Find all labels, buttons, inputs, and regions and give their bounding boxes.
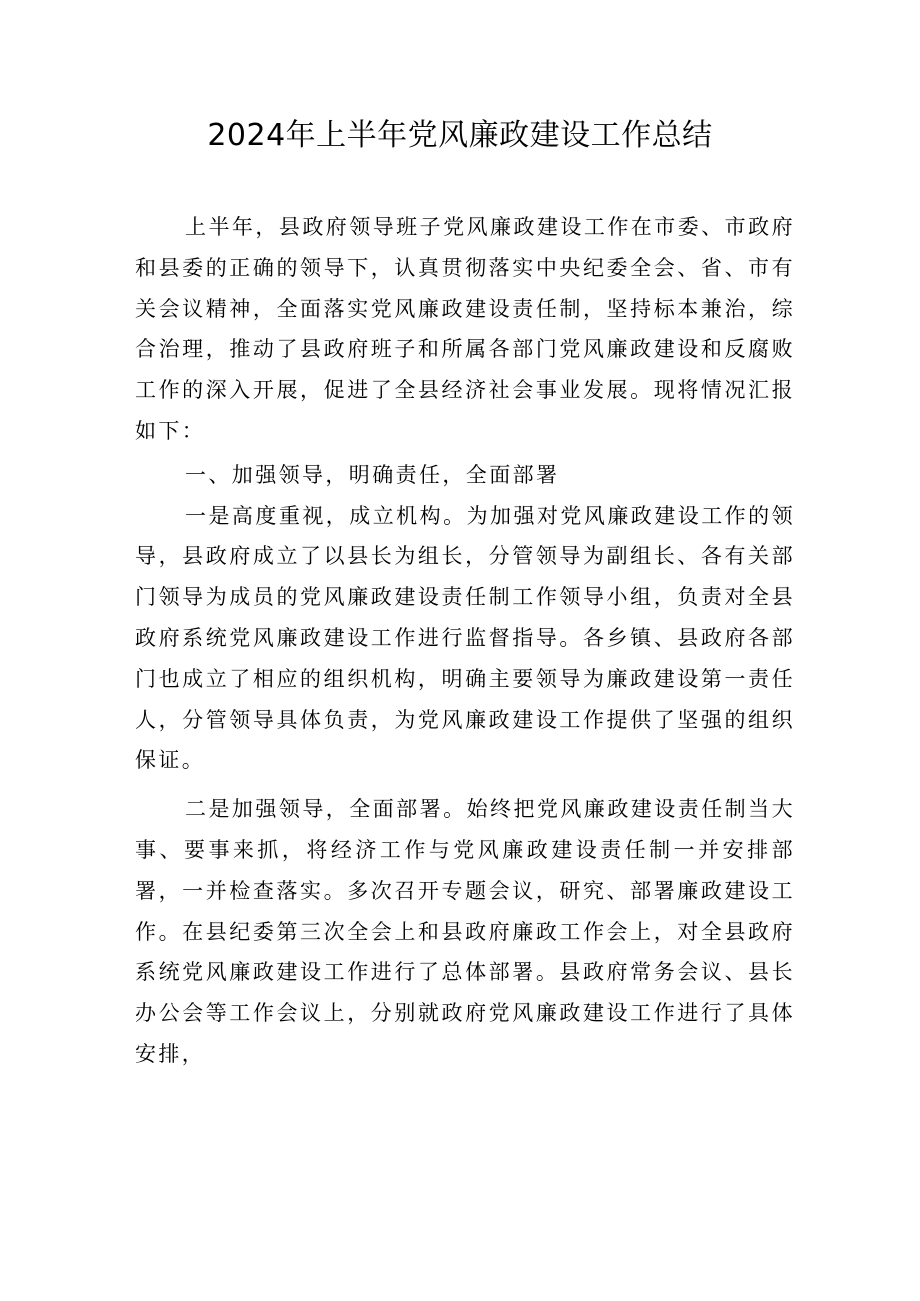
document-body [135,207,795,1075]
body-paragraph: 一是高度重视，成立机构。为加强对党风廉政建设工作的领导，县政府成立了以县长为组长，分管领导为副组长、各有关部门领导为成员的党风廉政建设责任制工作领导小组，负责对全县政府系统党风廉政建设工作进行监督指导。各乡镇、县政府各部门也成立了相应的组织机构，明确主要领导为廉政建设第一责任人，分管领导具体负责，为党风廉政建设工作提供了坚强的组织保证。 [135,503,795,773]
document-title: 2024年上半年党风廉政建设工作总结 [207,118,713,153]
body-paragraph: 二是加强领导，全面部署。始终把党风廉政建设责任制当大事、要事来抓，将经济工作与党风廉政建设责任制一并安排部署，一并检查落实。多次召开专题会议，研究、部署廉政建设工作。在县纪委第三次全会上和县政府廉政工作会上，对全县政府系统党风廉政建设工作进行了总体部署。县政府常务会议、县长办公会等工作会议上，分别就政府党风廉政建设工作进行了具体安排， [135,797,795,1066]
section-heading: 一、加强领导，明确责任，全面部署 [185,462,560,487]
intro-paragraph: 上半年，县政府领导班子党风廉政建设工作在市委、市政府和县委的正确的领导下，认真贯彻落实中央纪委全会、省、市有关会议精神，全面落实党风廉政建设责任制，坚持标本兼治，综合治理，推动了县政府班子和所属各部门党风廉政建设和反腐败工作的深入开展，促进了全县经济社会事业发展。现将情况汇报如下： [135,215,795,443]
